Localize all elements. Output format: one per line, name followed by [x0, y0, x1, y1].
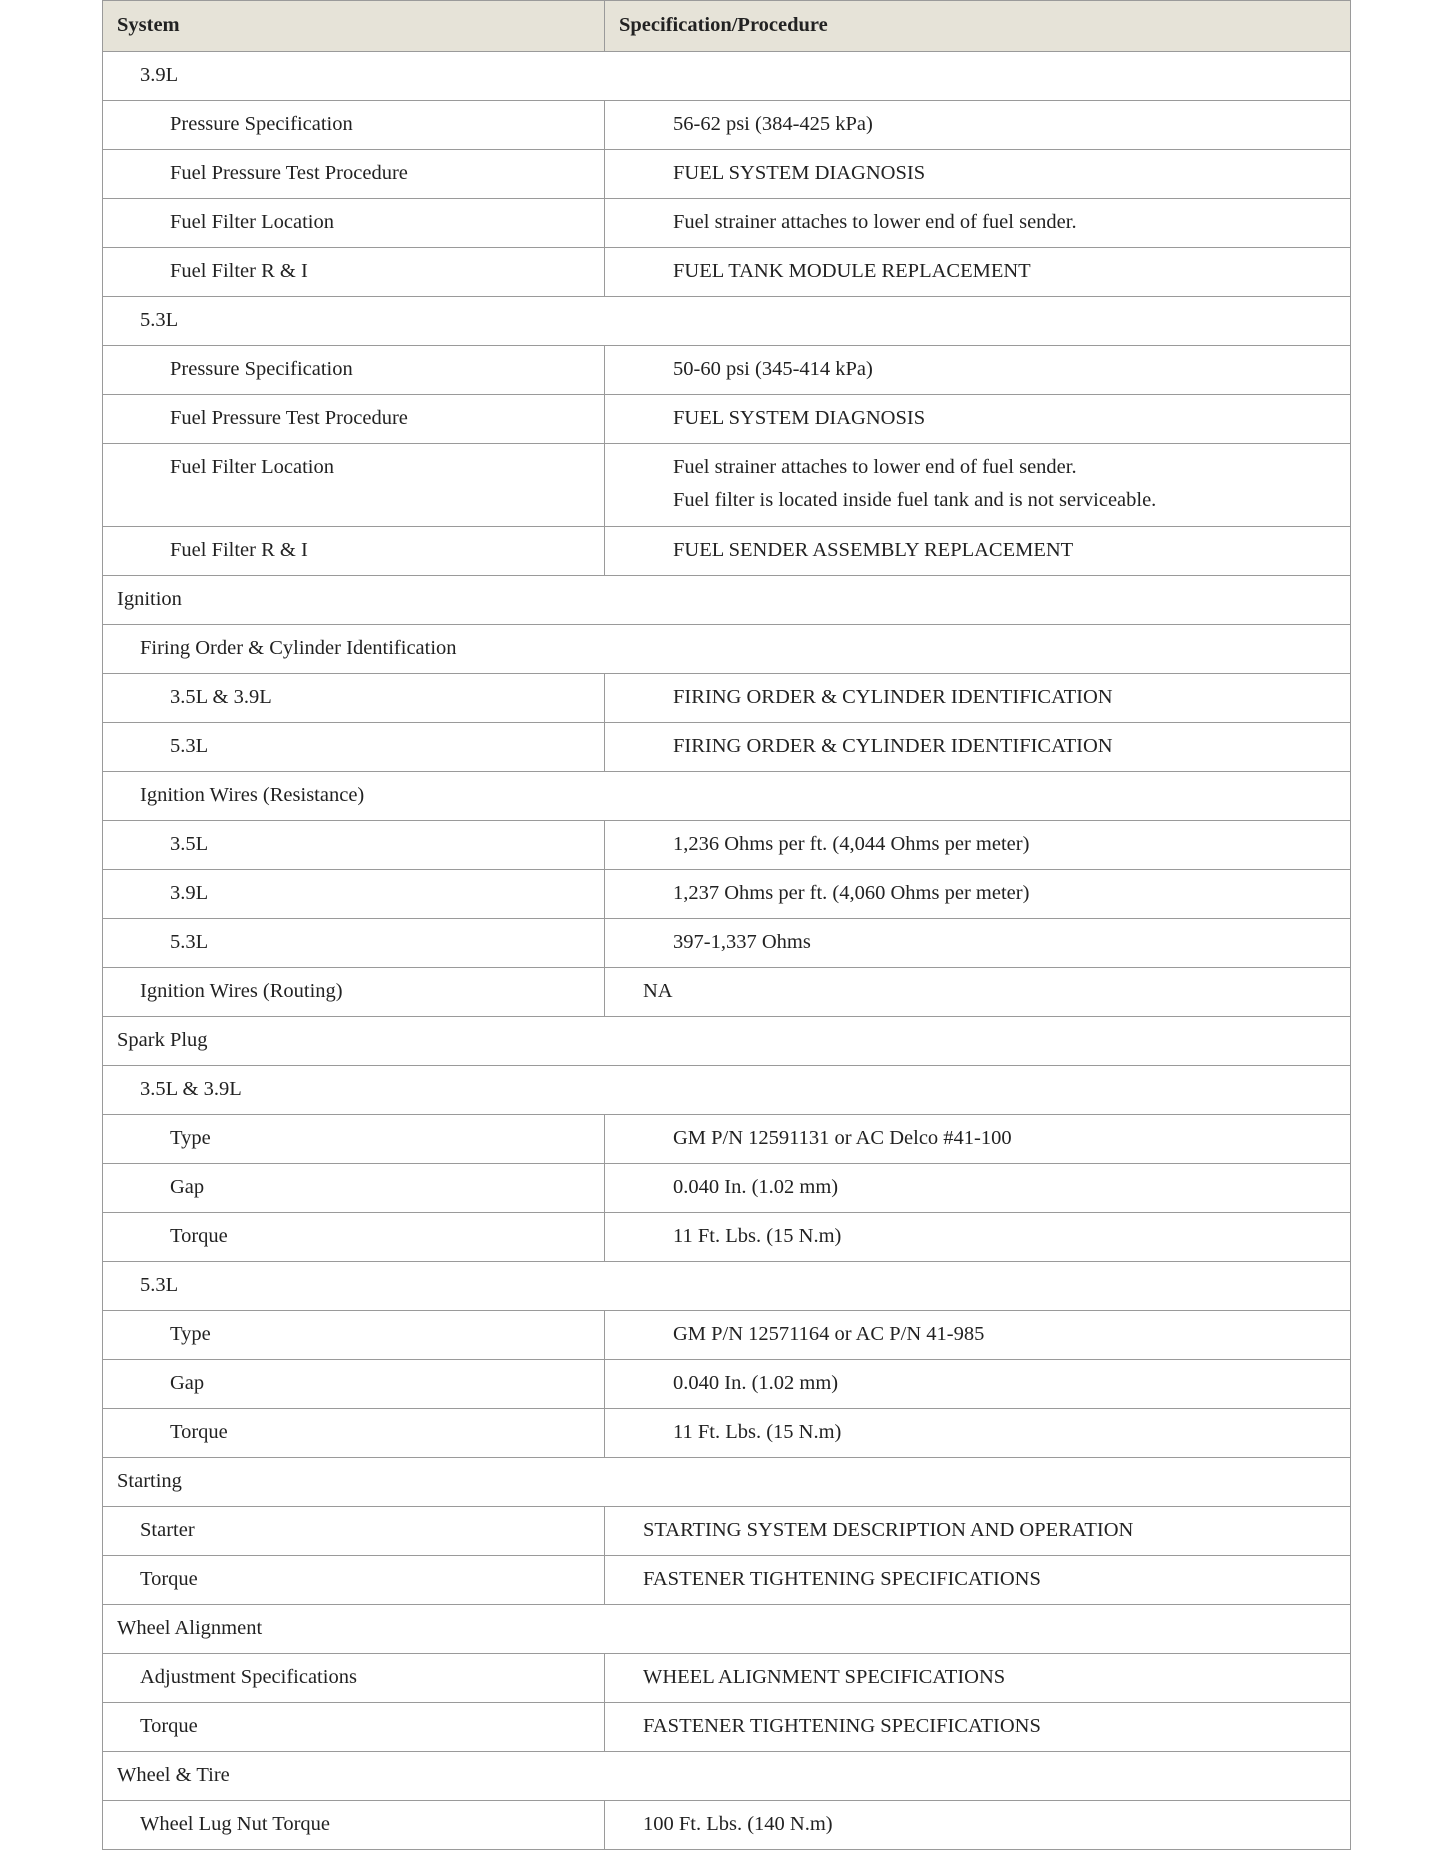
specification-cell — [605, 1703, 1351, 1752]
system-cell: 3.5L & 3.9L — [103, 674, 605, 723]
system-cell: Fuel Pressure Test Procedure — [103, 150, 605, 199]
section-label: 3.9L — [103, 52, 1351, 101]
specification-cell — [605, 919, 1351, 968]
table-row — [103, 1213, 1351, 1262]
specification-value: Fuel strainer attaches to lower end of fuel sender. — [673, 211, 1077, 233]
specification-cell — [605, 248, 1351, 297]
specification-cell — [605, 1164, 1351, 1213]
specification-value: Fuel filter is located inside fuel tank and is not serviceable. — [673, 489, 1157, 511]
specification-cell — [605, 1360, 1351, 1409]
specification-value: 50-60 psi (345-414 kPa) — [673, 358, 873, 380]
specification-cell — [605, 1311, 1351, 1360]
section-label: 3.5L & 3.9L — [103, 1066, 1351, 1115]
system-cell: Fuel Filter R & I — [103, 527, 605, 576]
section-label: Ignition Wires (Resistance) — [103, 772, 1351, 821]
table-body — [103, 52, 1351, 1850]
column-header-system: System — [103, 1, 605, 52]
section-row — [103, 1605, 1351, 1654]
table-row — [103, 1164, 1351, 1213]
specification-cell — [605, 527, 1351, 576]
table-row — [103, 870, 1351, 919]
table-row — [103, 150, 1351, 199]
specification-value: 100 Ft. Lbs. (140 N.m) — [643, 1813, 833, 1835]
table-row — [103, 1654, 1351, 1703]
specification-value: FUEL SYSTEM DIAGNOSIS — [673, 407, 926, 429]
specification-cell — [605, 101, 1351, 150]
table-row — [103, 101, 1351, 150]
specification-value: 1,236 Ohms per ft. (4,044 Ohms per meter) — [673, 833, 1030, 855]
system-cell: 3.9L — [103, 870, 605, 919]
section-row — [103, 1262, 1351, 1311]
table-row — [103, 723, 1351, 772]
specification-value: STARTING SYSTEM DESCRIPTION AND OPERATION — [643, 1519, 1134, 1541]
section-row — [103, 1017, 1351, 1066]
section-label: Starting — [103, 1458, 1351, 1507]
system-cell: Pressure Specification — [103, 101, 605, 150]
table-row — [103, 1703, 1351, 1752]
system-cell: Torque — [103, 1213, 605, 1262]
section-row — [103, 1752, 1351, 1801]
table-row — [103, 248, 1351, 297]
specification-cell — [605, 199, 1351, 248]
specifications-table — [102, 0, 1351, 1850]
system-cell: 3.5L — [103, 821, 605, 870]
section-row — [103, 297, 1351, 346]
specification-value: NA — [643, 980, 673, 1002]
system-cell: Wheel Lug Nut Torque — [103, 1801, 605, 1850]
specification-cell — [605, 346, 1351, 395]
system-cell: Torque — [103, 1556, 605, 1605]
table-row — [103, 395, 1351, 444]
system-cell: Adjustment Specifications — [103, 1654, 605, 1703]
system-cell: Pressure Specification — [103, 346, 605, 395]
table-row — [103, 199, 1351, 248]
specification-value: FIRING ORDER & CYLINDER IDENTIFICATION — [673, 735, 1113, 757]
table-header-row — [103, 1, 1351, 52]
specification-value: 0.040 In. (1.02 mm) — [673, 1372, 839, 1394]
specification-value: GM P/N 12571164 or AC P/N 41-985 — [673, 1323, 985, 1345]
section-label: 5.3L — [103, 1262, 1351, 1311]
specification-value: 11 Ft. Lbs. (15 N.m) — [673, 1225, 842, 1247]
specification-value: 397-1,337 Ohms — [673, 931, 811, 953]
table-row — [103, 1115, 1351, 1164]
system-cell: Gap — [103, 1164, 605, 1213]
system-cell: Fuel Filter Location — [103, 199, 605, 248]
system-cell: Type — [103, 1311, 605, 1360]
specification-cell — [605, 1115, 1351, 1164]
specification-value: WHEEL ALIGNMENT SPECIFICATIONS — [643, 1666, 1006, 1688]
specification-value: Fuel strainer attaches to lower end of fuel sender. — [673, 456, 1077, 478]
table-row — [103, 968, 1351, 1017]
section-label: Wheel Alignment — [103, 1605, 1351, 1654]
table-row — [103, 1556, 1351, 1605]
specification-cell — [605, 1654, 1351, 1703]
table-row — [103, 919, 1351, 968]
table-row — [103, 444, 1351, 527]
table-row — [103, 527, 1351, 576]
specification-value: FASTENER TIGHTENING SPECIFICATIONS — [643, 1715, 1041, 1737]
table-row — [103, 1360, 1351, 1409]
specification-value: FUEL SYSTEM DIAGNOSIS — [673, 162, 926, 184]
section-row — [103, 625, 1351, 674]
system-cell: Gap — [103, 1360, 605, 1409]
table-row — [103, 674, 1351, 723]
column-header-specification: Specification/Procedure — [605, 1, 1351, 52]
system-cell: Ignition Wires (Routing) — [103, 968, 605, 1017]
specification-cell — [605, 395, 1351, 444]
table-row — [103, 1507, 1351, 1556]
section-label: Spark Plug — [103, 1017, 1351, 1066]
specification-value: FASTENER TIGHTENING SPECIFICATIONS — [643, 1568, 1041, 1590]
section-row — [103, 772, 1351, 821]
specification-cell — [605, 821, 1351, 870]
specification-value: 11 Ft. Lbs. (15 N.m) — [673, 1421, 842, 1443]
system-cell: Starter — [103, 1507, 605, 1556]
table-header — [103, 1, 1351, 52]
section-label: Wheel & Tire — [103, 1752, 1351, 1801]
specification-value: 1,237 Ohms per ft. (4,060 Ohms per meter) — [673, 882, 1030, 904]
specification-cell — [605, 723, 1351, 772]
section-row — [103, 1066, 1351, 1115]
section-row — [103, 1458, 1351, 1507]
specification-cell — [605, 870, 1351, 919]
specification-value: 56-62 psi (384-425 kPa) — [673, 113, 873, 135]
system-cell: Fuel Filter R & I — [103, 248, 605, 297]
system-cell: Fuel Pressure Test Procedure — [103, 395, 605, 444]
specification-value: FIRING ORDER & CYLINDER IDENTIFICATION — [673, 686, 1113, 708]
specification-cell — [605, 968, 1351, 1017]
specification-cell — [605, 674, 1351, 723]
specification-cell — [605, 1409, 1351, 1458]
specification-cell — [605, 1213, 1351, 1262]
system-cell: Torque — [103, 1703, 605, 1752]
system-cell: Type — [103, 1115, 605, 1164]
table-row — [103, 1409, 1351, 1458]
specification-value: FUEL TANK MODULE REPLACEMENT — [673, 260, 1031, 282]
system-cell: 5.3L — [103, 919, 605, 968]
section-label: 5.3L — [103, 297, 1351, 346]
specification-cell — [605, 444, 1351, 527]
table-row — [103, 1801, 1351, 1850]
specification-value: FUEL SENDER ASSEMBLY REPLACEMENT — [673, 539, 1074, 561]
specification-cell — [605, 1801, 1351, 1850]
system-cell: Torque — [103, 1409, 605, 1458]
table-row — [103, 821, 1351, 870]
system-cell: 5.3L — [103, 723, 605, 772]
specification-value: 0.040 In. (1.02 mm) — [673, 1176, 839, 1198]
section-row — [103, 576, 1351, 625]
table-row — [103, 346, 1351, 395]
specification-cell — [605, 1556, 1351, 1605]
section-label: Ignition — [103, 576, 1351, 625]
specification-cell — [605, 1507, 1351, 1556]
section-row — [103, 52, 1351, 101]
section-label: Firing Order & Cylinder Identification — [103, 625, 1351, 674]
specification-cell — [605, 150, 1351, 199]
system-cell: Fuel Filter Location — [103, 444, 605, 527]
specification-value: GM P/N 12591131 or AC Delco #41-100 — [673, 1127, 1012, 1149]
table-row — [103, 1311, 1351, 1360]
